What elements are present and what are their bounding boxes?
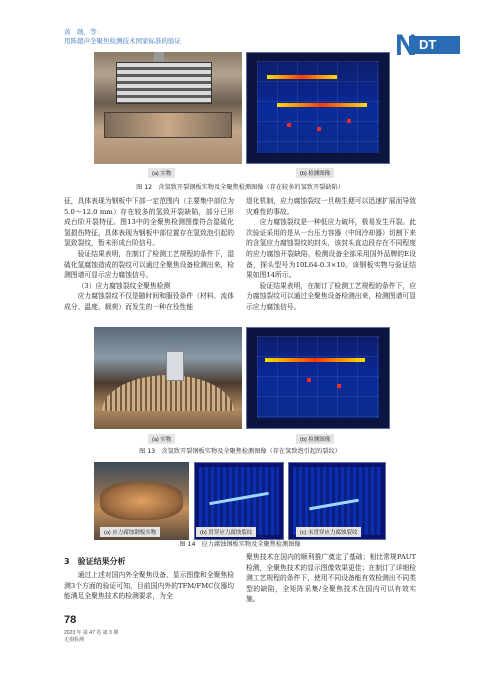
- paragraph: 验证结果表明，在制订了检测工艺规程的条件下，湿硫化氢腐蚀造成的裂纹可以通过全聚焦设备检测出来，检测图谱可显示应力腐蚀信号。: [64, 249, 234, 280]
- page-number: 78: [64, 614, 77, 626]
- figure12-sub-b: (b) 检测图像: [296, 168, 334, 178]
- journal-logo: [395, 30, 460, 60]
- scan-defect: [347, 119, 351, 123]
- logo-letters-dt: DT: [419, 37, 437, 52]
- journal-info: [64, 630, 118, 644]
- paragraph: 征，具体表现为钢板中下部一定范围内（主要集中部位为5.0～12.0 mm）存在较多的氢致开裂缺陷，部分已形成台阶开裂特征。图13中的全聚焦检测图像符合湿硫化氢损伤特征，具体表现为钢板中部位置存在氢致泡引起的氢致裂纹，暂未形成台阶信号。: [64, 197, 234, 248]
- scan-defect: [317, 127, 321, 131]
- paragraph: 应力腐蚀裂纹不仅是随时间和服役条件（材料、流体成分、温度、载荷）而发生的一种在役性能: [64, 292, 234, 311]
- figure14-sub-a: (a) 应力腐蚀钢板实物: [100, 527, 160, 537]
- figure12-steel-plates: [116, 62, 212, 104]
- figure14-sub-c: (c) 未贯穿应力腐蚀裂纹: [296, 527, 361, 537]
- scan-defect: [287, 123, 291, 127]
- paragraph: 应力腐蚀裂纹是一种低应力破坏，极易发生开裂。此次验证采用的是从一台压力容器（中间冷却器）切割下来的含氢应力腐蚀裂纹的封头，该封头直边段存在不同程度的应力腐蚀开裂缺陷，检测设备全部采用国外品牌的E设备，探头型号为10L64-0.3×10。该钢板实物与验证结果如图14所示。: [246, 218, 416, 280]
- right-column-1: [246, 196, 416, 313]
- figure13-photo: [94, 327, 242, 429]
- journal-name: 无损检测: [64, 637, 85, 643]
- running-header: [64, 28, 424, 46]
- scan-signal: [277, 103, 367, 107]
- figure14-sub-b: (b) 贯穿应力腐蚀裂纹: [196, 527, 256, 537]
- journal-issue: 2023 年 第 47 卷 第 3 期: [64, 630, 119, 636]
- page-footer: [64, 614, 119, 643]
- figure12-scan-image: [246, 52, 390, 164]
- figure14-pipe: [100, 482, 183, 520]
- section3-left-column: [64, 570, 234, 602]
- paragraph: 验证结果表明，在制订了检测工艺规程的条件下，应力腐蚀裂纹可以通过全聚焦设备检测出来，检测图谱可显示应力腐蚀信号。: [246, 281, 416, 311]
- figure13-sub-b: (b) 检测图像: [296, 434, 334, 444]
- figure12-base-block: [104, 112, 232, 138]
- scan-signal: [265, 358, 365, 362]
- figure13-sub-a: (a) 实物: [148, 434, 175, 444]
- paragraph: 聚焦技术在国内的顺利推广奠定了基础；相比常规PAUT检测，全聚焦技术的显示图像效果更佳；在制订了详细检测工艺规程的条件下，使用不同设备能有效检测出不同类型的缺陷，全矩阵采集/全聚焦技术在国内可以有效实施。: [246, 553, 416, 604]
- scan-field: [293, 467, 381, 535]
- scan-grid: [257, 336, 379, 418]
- figure14-caption: 图 14 应力腐蚀钢板实物及全聚焦检测图像: [179, 541, 301, 548]
- figure12-sub-a: (a) 实物: [148, 168, 175, 178]
- scan-defect: [307, 378, 311, 382]
- logo-letter-n: N: [395, 29, 416, 62]
- figure13-caption: 图 13 含氢致开裂钢板实物及全聚焦检测图像（存在氢致泡引起的裂纹）: [139, 448, 341, 455]
- figure13-probe: [166, 351, 184, 381]
- scan-defect: [337, 384, 341, 388]
- paragraph: （3）应力腐蚀裂纹全聚焦检测: [77, 281, 171, 290]
- paragraph: 通过上述对国内外全聚焦设备、显示图像和全聚焦检测3个方面的验证可知，目前国内外的TFM/FMC仪器均能满足全聚焦技术的检测要求，为全: [64, 571, 234, 601]
- header-running-title: 用阵超声全聚焦检测技术国家标准的验证: [64, 38, 181, 45]
- left-column-1: [64, 196, 234, 313]
- header-authors: 黄 勋，等：: [64, 29, 103, 36]
- figure12-caption: 图 12 含氢致开裂钢板实物及全聚焦检测图像（存在较多的氢致开裂缺陷）: [136, 184, 344, 191]
- paragraph: 退化机制，应力腐蚀裂纹一旦萌生便可以迅速扩展而导致灾难性的事故。: [246, 197, 416, 216]
- figure12-photo: [94, 52, 242, 164]
- figure13-scan-image: [246, 327, 390, 429]
- scan-signal: [267, 75, 337, 79]
- section3-right-column: [246, 552, 416, 605]
- section-title: 3 验证结果分析: [64, 557, 126, 566]
